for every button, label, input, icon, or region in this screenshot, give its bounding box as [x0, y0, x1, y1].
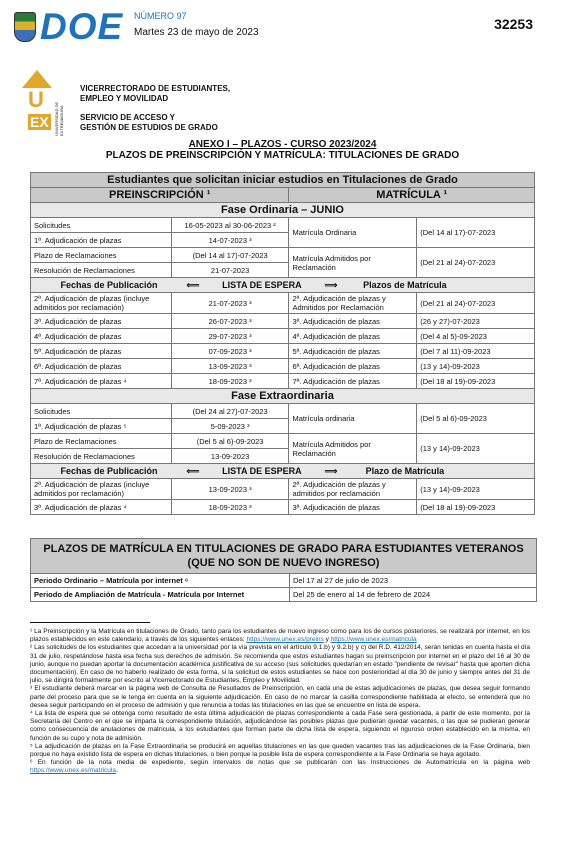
fase-ordinaria-header: Fase Ordinaria – JUNIO — [31, 203, 535, 218]
issue-date: Martes 23 de mayo de 2023 — [134, 27, 259, 38]
anexo-subtitle: PLAZOS DE PREINSCRIPCIÓN Y MATRÍCULA: TITULACIONES DE GRADO — [105, 150, 460, 161]
vicerrectorado-line2: EMPLEO Y MOVILIDAD — [80, 94, 169, 103]
table-cell: Resolución de Reclamaciones — [31, 449, 172, 464]
footnote-4: ⁴ La lista de espera que se obtenga como resultado de esta última adjudicación de plazas correspondiente a cada Fase será gestionada, a partir de este momento, por la Secretaría del Centro en el que se imparta la correspondiente titulación, adjudicándose las posibles plazas que pudieran quedar vacantes, o las que se pudieran generar como consecuencia de anulaciones de matrícula, a los estudiantes que forman parte de dicha lista de espera, siguiendo el riguroso orden establecido en la misma, en función de su cupo y nota de admisión. — [30, 710, 530, 742]
table-cell: 21-07-2023 — [171, 263, 289, 278]
arrow-left-icon: ⟸ — [186, 279, 200, 290]
table-cell: 1ª. Adjudicación de plazas — [31, 233, 172, 248]
table-cell: 16-05-2023 al 30-06-2023 ² — [171, 218, 289, 233]
fechas-publicacion-label: Fechas de Publicación — [60, 279, 158, 290]
footnote-1: ¹ La Preinscripción y la Matrícula en titulaciones de Grado, tanto para los estudiantes de nuevo ingreso como para los de cursos posteriores, se realizará por internet, en los plazos establecidos en este calendario, a través de los siguientes enlaces: https://www.unex.es/preins y https://www.unex.es/matricula — [30, 628, 530, 644]
fechas-publicacion-label: Fechas de Publicación — [60, 465, 158, 476]
preins-link[interactable]: https://www.unex.es/preins — [246, 636, 324, 644]
table-cell: 14-07-2023 ³ — [171, 233, 289, 248]
table-cell: (13 y 14)-09-2023 — [417, 434, 535, 464]
footnotes — [30, 628, 530, 776]
arrow-right-icon: ⟹ — [324, 279, 338, 290]
table-row: 4ª. Adjudicación de plazas 29-07-2023 ³ 4ª. Adjudicación de plazas (Del 4 al 5)-09-2023 — [31, 329, 535, 344]
table-cell: 5-09-2023 ³ — [171, 419, 289, 434]
page-header — [0, 0, 565, 62]
table-row: Periodo Ordinario – Matrícula por internet ⁶ Del 17 al 27 de julio de 2023 — [31, 573, 536, 587]
page-number: 32253 — [494, 16, 533, 32]
table-cell: Solicitudes — [31, 218, 172, 233]
plazos-matricula-label: Plazos de Matrícula — [363, 279, 447, 290]
table-cell: Matrícula Admitidos por Reclamación — [289, 248, 417, 278]
table-cell: Resolución de Reclamaciones — [31, 263, 172, 278]
issue-number: NÚMERO 97 — [134, 11, 187, 21]
matricula-header: MATRÍCULA ¹ — [289, 188, 535, 203]
logo-pediment-icon — [22, 70, 52, 88]
servicio-line2: GESTIÓN DE ESTUDIOS DE GRADO — [80, 123, 218, 132]
table-cell: (Del 24 al 27)-07-2023 — [171, 404, 289, 419]
matricula-link-2[interactable]: https://www.unex.es/matricula — [30, 767, 116, 775]
lista-espera-row — [31, 278, 535, 293]
table-title: Estudiantes que solicitan iniciar estudios en Titulaciones de Grado — [31, 173, 535, 188]
lista-espera-label: LISTA DE ESPERA — [222, 465, 302, 476]
lista-espera-label: LISTA DE ESPERA — [222, 279, 302, 290]
table-row: 3ª. Adjudicación de plazas ⁴ 18-09-2023 ³ 3ª. Adjudicación de plazas (Del 18 al 19)-09-2023 — [31, 500, 535, 515]
table-cell: 13-09-2023 — [171, 449, 289, 464]
footnote-divider — [30, 622, 150, 623]
table-row: 3ª. Adjudicación de plazas 26-07-2023 ³ 3ª. Adjudicación de plazas (26 y 27)-07-2023 — [31, 314, 535, 329]
table-cell: (Del 5 al 6)-09-2023 — [417, 404, 535, 434]
table-cell: Matrícula Ordinaria — [289, 218, 417, 248]
arrow-right-icon: ⟹ — [324, 465, 338, 476]
table-cell: Matrícula Admitidos por Reclamación — [289, 434, 417, 464]
lista-espera-row-extra — [31, 464, 535, 479]
anexo-title: ANEXO I – PLAZOS - CURSO 2023/2024 — [188, 139, 377, 150]
table-row: 2ª. Adjudicación de plazas (incluye admitidos por reclamación) 21-07-2023 ³ 2ª. Adjudicación de plazas y Admitidos por Reclamación (Del 21 al 24)-07-2023 — [31, 293, 535, 314]
arrow-left-icon: ⟸ — [186, 465, 200, 476]
footnote-2: ² Las solicitudes de los estudiantes que accedan a la universidad por la vía prevista en el artículo 9.1.b) y 9.2.b) y c) del R.D. 412/2014, serán tenidas en cuenta hasta el día 31 de julio, respetándose hasta esa fecha sus derechos de admisión. Se recomienda que estos estudiantes hagan su preinscripción por internet en el plazo del 16 al 30 de junio, aunque no puedan aportar la documentación académica justificativa de su acceso (sus solicitudes quedarían en estado "pendiente de revisar" hasta que aporten dicha documentación). En caso de no haberlo realizado de esta forma, si la solicitud de estos estudiantes se hace con posterioridad al día 30 de junio y siempre antes del 31 de julio, se dirigirá formalmente por escrito al Vicerrectorado de Estudiantes, Empleo y Movilidad. — [30, 644, 530, 685]
veteranos-title: PLAZOS DE MATRÍCULA EN TITULACIONES DE GRADO PARA ESTUDIANTES VETERANOS (QUE NO SON DE NUEVO INGRESO) — [31, 539, 536, 573]
table-row: Periodo de Ampliación de Matrícula - Matrícula por Internet Del 25 de enero al 14 de febrero de 2024 — [31, 587, 536, 601]
table-cell: Plazo de Reclamaciones — [31, 248, 172, 263]
servicio-line1: SERVICIO DE ACCESO Y — [80, 113, 175, 122]
table-cell: 1ª. Adjudicación de plazas ⁵ — [31, 419, 172, 434]
table-row: 2ª. Adjudicación de plazas (incluye admitidos por reclamación) 13-09-2023 ³ 2ª. Adjudicación de plazas y admitidos por reclamación (13 y 14)-09-2023 — [31, 479, 535, 500]
table-cell: (Del 14 al 17)-07-2023 — [417, 218, 535, 248]
matricula-link[interactable]: https://www.unex.es/matricula — [330, 636, 417, 644]
table-cell: (Del 5 al 6)-09-2023 — [171, 434, 289, 449]
footnote-3: ³ El estudiante deberá marcar en la página web de Consulta de Resultados de Preinscripción, en cada una de estas adjudicaciones de plazas, que desea seguir formando parte del proceso para que se le tenga en cuenta en la siguiente adjudicación. En caso de no marcar la casilla correspondiente habilitada al efecto, se entenderá que no desea seguir participando en el proceso de admisión y que renuncia a todas las titulaciones en las que se encuentre en lista de espera. — [30, 685, 530, 709]
plazo-matricula-label: Plazo de Matrícula — [365, 465, 445, 476]
table-cell: Matrícula ordinaria — [289, 404, 417, 434]
table-cell: Plazo de Reclamaciones — [31, 434, 172, 449]
vicerrectorado-line1: VICERRECTORADO DE ESTUDIANTES, — [80, 84, 231, 93]
fase-extraordinaria-header: Fase Extraordinaria — [31, 389, 535, 404]
footnote-6: ⁶ En función de la nota media de expediente, según intervalos de notas que se publicarán con las Instrucciones de Automatrícula en la página web https://www.unex.es/matricula. — [30, 759, 530, 775]
coat-of-arms-icon — [14, 12, 36, 42]
footnote-5: ⁵ La adjudicación de plazas en la Fase Extraordinaria se producirá en aquellas titulaciones en las que queden vacantes tras las adjudicaciones de la Fase Ordinaria, bien porque no haya existido lista de espera en dichas titulaciones, o bien porque la posible lista de espera correspondiente a la Fase Ordinaria se haya agotado. — [30, 742, 530, 759]
plazos-table — [30, 172, 535, 515]
table-cell: (Del 14 al 17)-07-2023 — [171, 248, 289, 263]
table-cell: Solicitudes — [31, 404, 172, 419]
table-cell: (Del 21 al 24)-07-2023 — [417, 248, 535, 278]
table-row: 5ª. Adjudicación de plazas 07-09-2023 ³ 5ª. Adjudicación de plazas (Del 7 al 11)-09-2023 — [31, 344, 535, 359]
table-row: 7ª. Adjudicación de plazas ⁴ 18-09-2023 ³ 7ª. Adjudicación de plazas (Del 18 al 19)-09-2023 — [31, 374, 535, 389]
veteranos-table — [30, 538, 537, 602]
preinscripcion-header: PREINSCRIPCIÓN ¹ — [31, 188, 289, 203]
table-row: 6ª. Adjudicación de plazas 13-09-2023 ³ 6ª. Adjudicación de plazas (13 y 14)-09-2023 — [31, 359, 535, 374]
doe-logo: DOE — [40, 6, 124, 47]
university-logo: U EX UNIVERSIDAD DE EXTREMADURA — [22, 70, 58, 136]
logo-text: UNIVERSIDAD DE EXTREMADURA — [54, 101, 64, 136]
